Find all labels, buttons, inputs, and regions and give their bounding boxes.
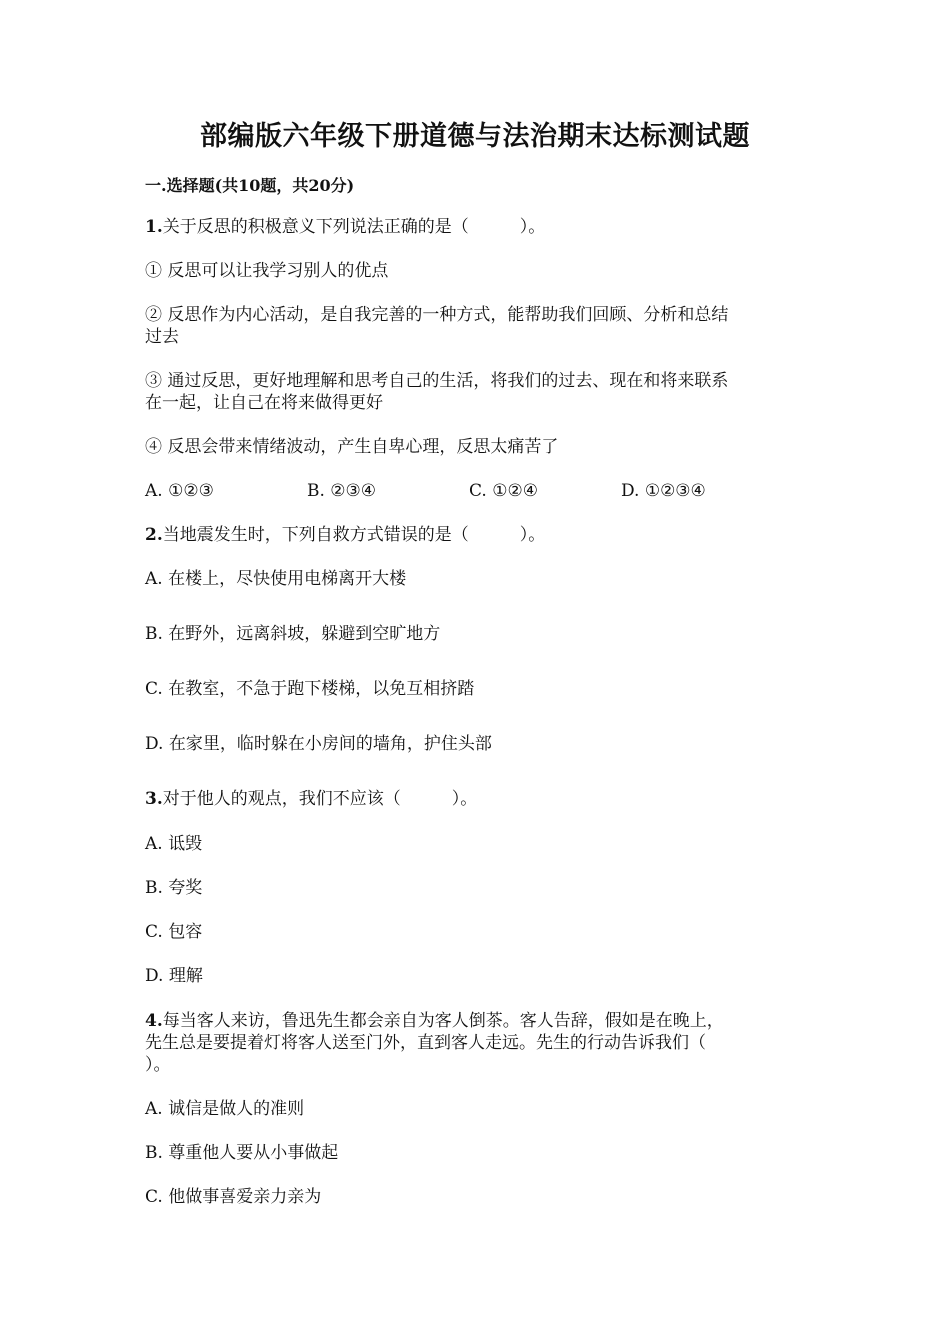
question-4-stem-line-3: ）。 bbox=[145, 1055, 171, 1075]
question-text: 每当客人来访，鲁迅先生都会亲自为客人倒茶。客人告辞，假如是在晚上， bbox=[162, 1011, 724, 1031]
question-1-stem bbox=[145, 216, 810, 238]
question-3-option-c: C. 包容 bbox=[145, 922, 203, 942]
question-1-statement-3-line-2: 在一起，让自己在将来做得更好 bbox=[145, 393, 383, 413]
question-number: 4. bbox=[145, 1011, 163, 1031]
question-1-statement-1: ① 反思可以让我学习别人的优点 bbox=[145, 261, 389, 281]
question-1-statement-4: ④ 反思会带来情绪波动，产生自卑心理，反思太痛苦了 bbox=[145, 437, 559, 457]
option-b: B. ②③④ bbox=[307, 481, 377, 501]
option-c: C. ①②④ bbox=[469, 481, 538, 501]
question-1-options bbox=[145, 480, 810, 502]
question-4-option-b: B. 尊重他人要从小事做起 bbox=[145, 1143, 339, 1163]
question-3-option-a: A. 诋毁 bbox=[145, 834, 203, 854]
question-3-option-b: B. 夸奖 bbox=[145, 878, 203, 898]
question-4-option-a: A. 诚信是做人的准则 bbox=[145, 1099, 305, 1119]
question-number: 2. bbox=[145, 525, 163, 545]
question-2-option-a: A. 在楼上，尽快使用电梯离开大楼 bbox=[145, 569, 407, 589]
question-number: 3. bbox=[145, 789, 163, 809]
question-3-option-d: D. 理解 bbox=[145, 966, 203, 986]
question-4-option-c: C. 他做事喜爱亲力亲为 bbox=[145, 1187, 322, 1207]
question-4-stem-line-2: 先生总是要提着灯将客人送至门外，直到客人走远。先生的行动告诉我们（ bbox=[145, 1033, 706, 1053]
question-2-option-d: D. 在家里，临时躲在小房间的墙角，护住头部 bbox=[145, 734, 492, 754]
question-4-stem-line-1 bbox=[145, 1010, 810, 1032]
question-text: 关于反思的积极意义下列说法正确的是（ ）。 bbox=[162, 217, 546, 237]
section-heading: 一.选择题(共10题，共20分) bbox=[145, 176, 355, 195]
question-1-statement-2-line-2: 过去 bbox=[145, 327, 179, 347]
page-title: 部编版六年级下册道德与法治期末达标测试题 bbox=[200, 121, 750, 152]
question-2-option-c: C. 在教室，不急于跑下楼梯，以免互相挤踏 bbox=[145, 679, 475, 699]
question-2-stem bbox=[145, 524, 810, 546]
question-3-stem bbox=[145, 788, 810, 810]
question-1-statement-2-line-1: ② 反思作为内心活动，是自我完善的一种方式，能帮助我们回顾、分析和总结 bbox=[145, 305, 729, 325]
question-2-option-b: B. 在野外，远离斜坡，躲避到空旷地方 bbox=[145, 624, 441, 644]
question-text: 对于他人的观点，我们不应该（ ）。 bbox=[162, 789, 478, 809]
question-1-statement-3-line-1: ③ 通过反思，更好地理解和思考自己的生活，将我们的过去、现在和将来联系 bbox=[145, 371, 729, 391]
option-d: D. ①②③④ bbox=[621, 481, 706, 501]
option-a: A. ①②③ bbox=[145, 481, 214, 501]
question-number: 1. bbox=[145, 217, 163, 237]
question-text: 当地震发生时，下列自救方式错误的是（ ）。 bbox=[162, 525, 546, 545]
